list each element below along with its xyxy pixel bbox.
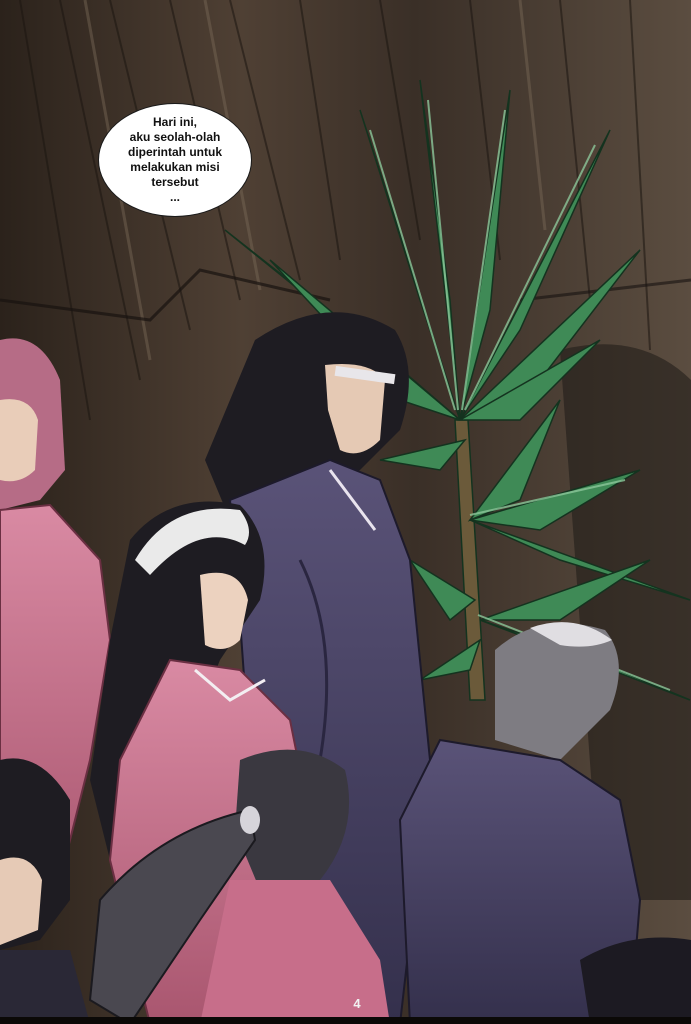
page-number: 4 [353, 996, 361, 1011]
speech-bubble-text: Hari ini, aku seolah-olah diperintah untuk melakukan misi tersebut ... [128, 115, 222, 204]
pink-haired-woman-face [0, 399, 38, 481]
speech-bubble [98, 103, 252, 217]
page-bottom-edge [0, 1017, 691, 1024]
hair-tie [240, 806, 260, 834]
